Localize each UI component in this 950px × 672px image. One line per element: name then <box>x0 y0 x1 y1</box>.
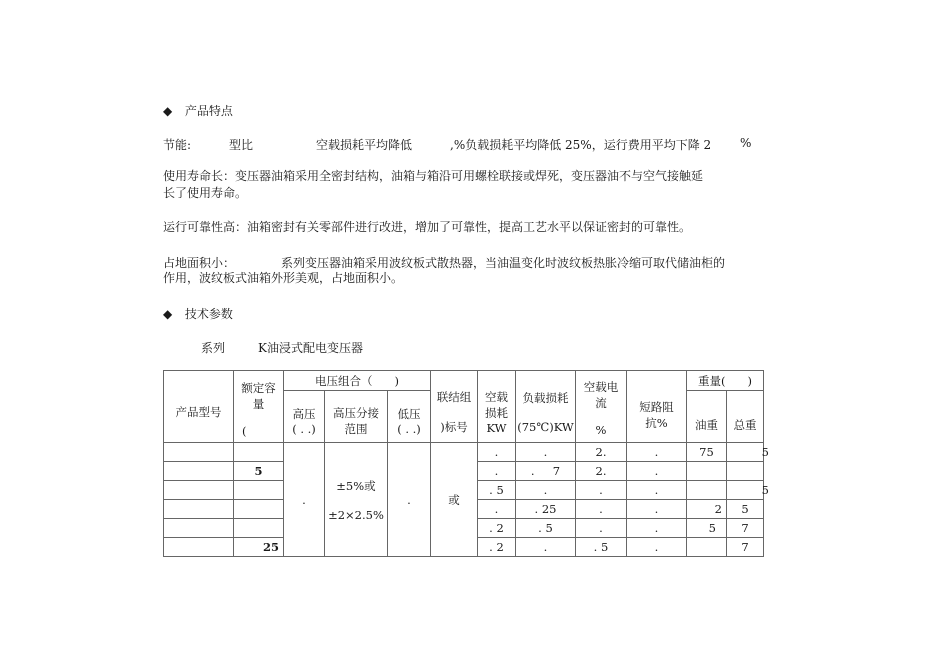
cell-impedance: . <box>627 462 687 481</box>
cell-total: 7 <box>727 538 764 557</box>
energy-fragment-load: ,%负载损耗平均降低 25%，运行费用平均下降 2 <box>450 138 712 152</box>
life-line-1: 使用寿命长：变压器油箱采用全密封结构，油箱与箱沿可用螺栓联接或焊死，变压器油不与空气接触延 <box>163 169 704 183</box>
cell-capacity <box>234 481 284 500</box>
cell-model <box>164 443 234 462</box>
cell-load: . <box>516 481 576 500</box>
reliability-line: 运行可靠性高：油箱密封有关零部件进行改进，增加了可靠性，提高工艺水平以保证密封的可靠性。 <box>163 220 692 234</box>
cell-impedance: . <box>627 500 687 519</box>
cell-noload: . <box>478 443 516 462</box>
cell-oil: 75 <box>687 443 727 462</box>
table-row <box>164 443 764 462</box>
section-title: 技术参数 <box>184 307 233 321</box>
cell-load: . 25 <box>516 500 576 519</box>
area-label: 占地面积小： <box>163 256 236 270</box>
header-load-loss: 负载损耗 (75℃)KW <box>516 371 576 443</box>
cell-model <box>164 538 234 557</box>
header-hv: 高压 ( . .) <box>284 391 325 443</box>
section-heading-specs <box>163 305 233 322</box>
cell-tap-range: ±5%或 ±2×2.5% <box>325 443 388 557</box>
cell-noload: . 2 <box>478 538 516 557</box>
cell-current: . 5 <box>576 538 627 557</box>
cell-noload: . <box>478 462 516 481</box>
cell-oil: 5 <box>687 519 727 538</box>
header-voltage-combo: 电压组合（ ) <box>284 371 431 391</box>
cell-impedance: . <box>627 519 687 538</box>
subtitle-series: 系列 <box>201 341 226 355</box>
cell-total <box>727 443 769 462</box>
section-heading-features <box>163 102 233 119</box>
cell-current: 2. <box>576 462 627 481</box>
cell-overflow: 5 <box>761 483 769 497</box>
cell-noload: . <box>478 500 516 519</box>
cell-load: . <box>516 443 576 462</box>
cell-overflow: 5 <box>761 445 769 459</box>
header-lv: 低压 ( . .) <box>388 391 431 443</box>
header-impedance: 短路阻 抗% <box>627 371 687 443</box>
energy-fragment-noload: 空载损耗平均降低 <box>316 138 413 152</box>
header-noload-loss: 空载 损耗 KW <box>478 371 516 443</box>
cell-total: 5 <box>727 500 764 519</box>
cell-capacity: 5 <box>234 462 284 481</box>
cell-oil: 2 <box>687 500 727 519</box>
section-title: 产品特点 <box>184 104 233 118</box>
header-tap-range: 高压分接 范围 <box>325 391 388 443</box>
energy-label: 节能: <box>163 138 192 152</box>
life-line-2: 长了使用寿命。 <box>163 186 248 200</box>
cell-current: . <box>576 481 627 500</box>
cell-oil <box>687 462 727 481</box>
cell-capacity <box>234 519 284 538</box>
header-vector-group: 联结组 )标号 <box>431 371 478 443</box>
cell-capacity <box>234 500 284 519</box>
cell-total <box>727 481 769 500</box>
cell-lv-value: . <box>388 443 431 557</box>
cell-capacity: 25 <box>234 538 284 557</box>
spec-table <box>163 370 769 557</box>
cell-impedance: . <box>627 538 687 557</box>
area-line-1: 系列变压器油箱采用波纹板式散热器，当油温变化时波纹板热胀冷缩可取代储油柜的 <box>281 256 726 270</box>
cell-current: 2. <box>576 443 627 462</box>
cell-capacity <box>234 443 284 462</box>
cell-total <box>727 462 764 481</box>
area-line-2: 作用，波纹板式油箱外形美观，占地面积小。 <box>163 271 404 285</box>
header-capacity: 额定容 量 ( <box>234 371 284 443</box>
cell-noload: . 2 <box>478 519 516 538</box>
cell-load: . <box>516 538 576 557</box>
cell-oil <box>687 538 727 557</box>
cell-model <box>164 481 234 500</box>
cell-load: . 7 <box>516 462 576 481</box>
subtitle-name: K油浸式配电变压器 <box>258 341 363 355</box>
cell-total: 7 <box>727 519 764 538</box>
cell-vector-group: 或 <box>431 443 478 557</box>
cell-model <box>164 500 234 519</box>
cell-load: . 5 <box>516 519 576 538</box>
header-noload-current: 空载电 流 % <box>576 371 627 443</box>
cell-hv-value: . <box>284 443 325 557</box>
cell-noload: . 5 <box>478 481 516 500</box>
cell-model <box>164 462 234 481</box>
energy-fragment-percent: % <box>740 136 752 150</box>
header-weight: 重量( ) <box>687 371 764 391</box>
cell-current: . <box>576 519 627 538</box>
cell-oil <box>687 481 727 500</box>
header-oil-weight: 油重 <box>687 391 727 443</box>
energy-fragment-model: 型比 <box>229 138 254 152</box>
diamond-bullet-icon: ◆ <box>163 307 173 321</box>
header-model: 产品型号 <box>164 371 234 443</box>
cell-model <box>164 519 234 538</box>
header-total-weight: 总重 <box>727 391 764 443</box>
cell-impedance: . <box>627 481 687 500</box>
cell-impedance: . <box>627 443 687 462</box>
cell-current: . <box>576 500 627 519</box>
diamond-bullet-icon: ◆ <box>163 104 173 118</box>
